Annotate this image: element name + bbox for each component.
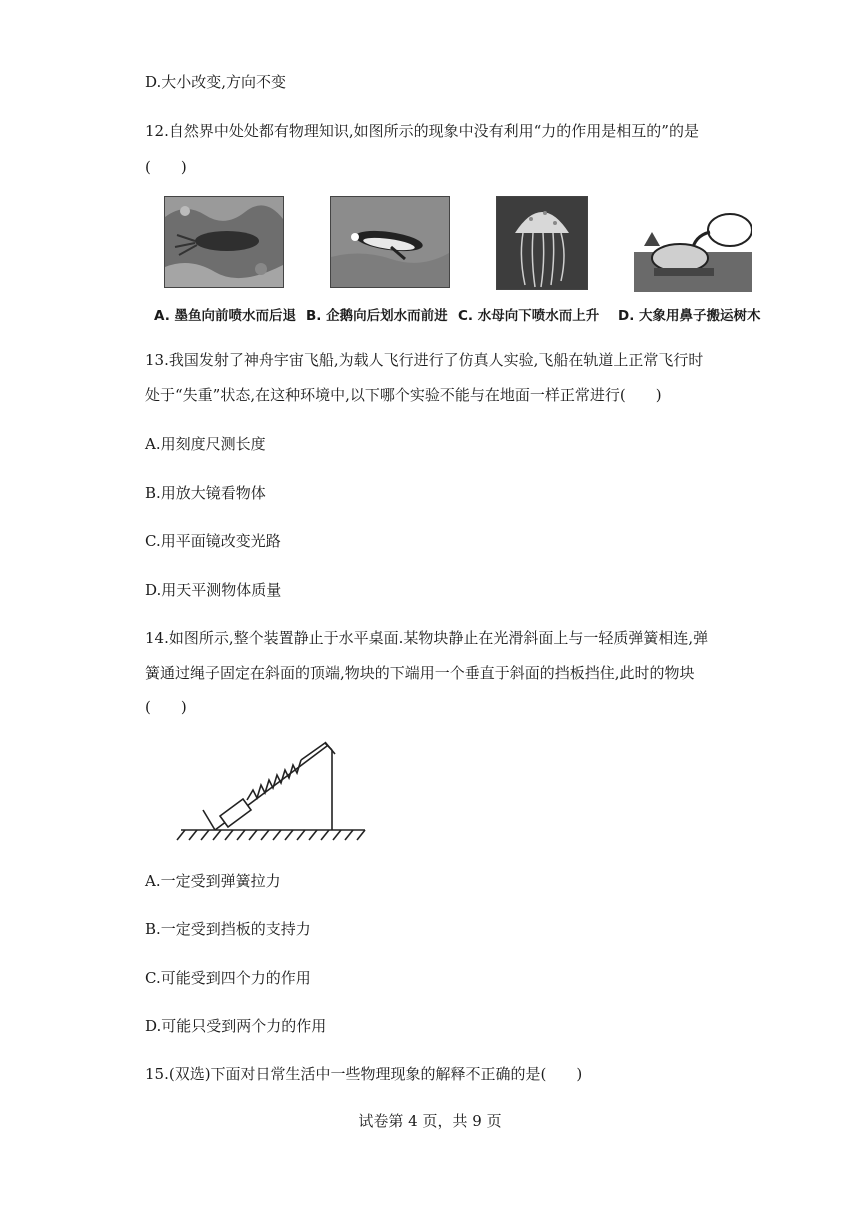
q12-figure-row	[140, 190, 780, 330]
q14-option-d: D.可能只受到两个力的作用	[145, 1017, 327, 1035]
page-footer: 试卷第 4 页，共 9 页	[358, 1112, 502, 1130]
q12-caption-d: D. 大象用鼻子搬运树木	[618, 308, 761, 324]
q12-caption-a: A. 墨鱼向前喷水而后退	[154, 308, 297, 324]
q11-option-d: D.大小改变,方向不变	[145, 73, 287, 91]
q14-stem-line2: 簧通过绳子固定在斜面的顶端,物块的下端用一个垂直于斜面的挡板挡住,此时的物块	[145, 664, 695, 682]
q13-option-d: D.用天平测物体质量	[145, 581, 282, 599]
q13-option-b: B.用放大镜看物体	[145, 484, 266, 502]
incline-spring-diagram	[175, 730, 375, 845]
q14-option-c: C.可能受到四个力的作用	[145, 969, 311, 987]
q12-caption-c: C. 水母向下喷水而上升	[458, 308, 600, 324]
q14-answer-paren: ( )	[145, 698, 187, 716]
q15-stem: 15.(双选)下面对日常生活中一些物理现象的解释不正确的是( )	[145, 1065, 583, 1083]
squid-image	[164, 196, 284, 288]
jellyfish-image	[496, 196, 588, 290]
q13-stem-line2: 处于“失重”状态,在这种环境中,以下哪个实验不能与在地面一样正常进行( )	[145, 386, 662, 404]
q13-option-a: A.用刻度尺测长度	[145, 435, 266, 453]
q12-caption-b: B. 企鹅向后划水而前进	[306, 308, 448, 324]
q12-stem: 12.自然界中处处都有物理知识,如图所示的现象中没有利用“力的作用是相互的”的是	[145, 122, 699, 140]
q14-option-b: B.一定受到挡板的支持力	[145, 920, 311, 938]
q13-stem-line1: 13.我国发射了神舟宇宙飞船,为载人飞行进行了仿真人实验,飞船在轨道上正常飞行时	[145, 351, 704, 369]
q14-option-a: A.一定受到弹簧拉力	[145, 872, 281, 890]
elephant-image	[634, 196, 752, 292]
q13-option-c: C.用平面镜改变光路	[145, 532, 281, 550]
q14-stem-line1: 14.如图所示,整个装置静止于水平桌面.某物块静止在光滑斜面上与一轻质弹簧相连,弹	[145, 629, 709, 647]
penguin-image	[330, 196, 450, 288]
q12-answer-paren: ( )	[145, 158, 187, 176]
